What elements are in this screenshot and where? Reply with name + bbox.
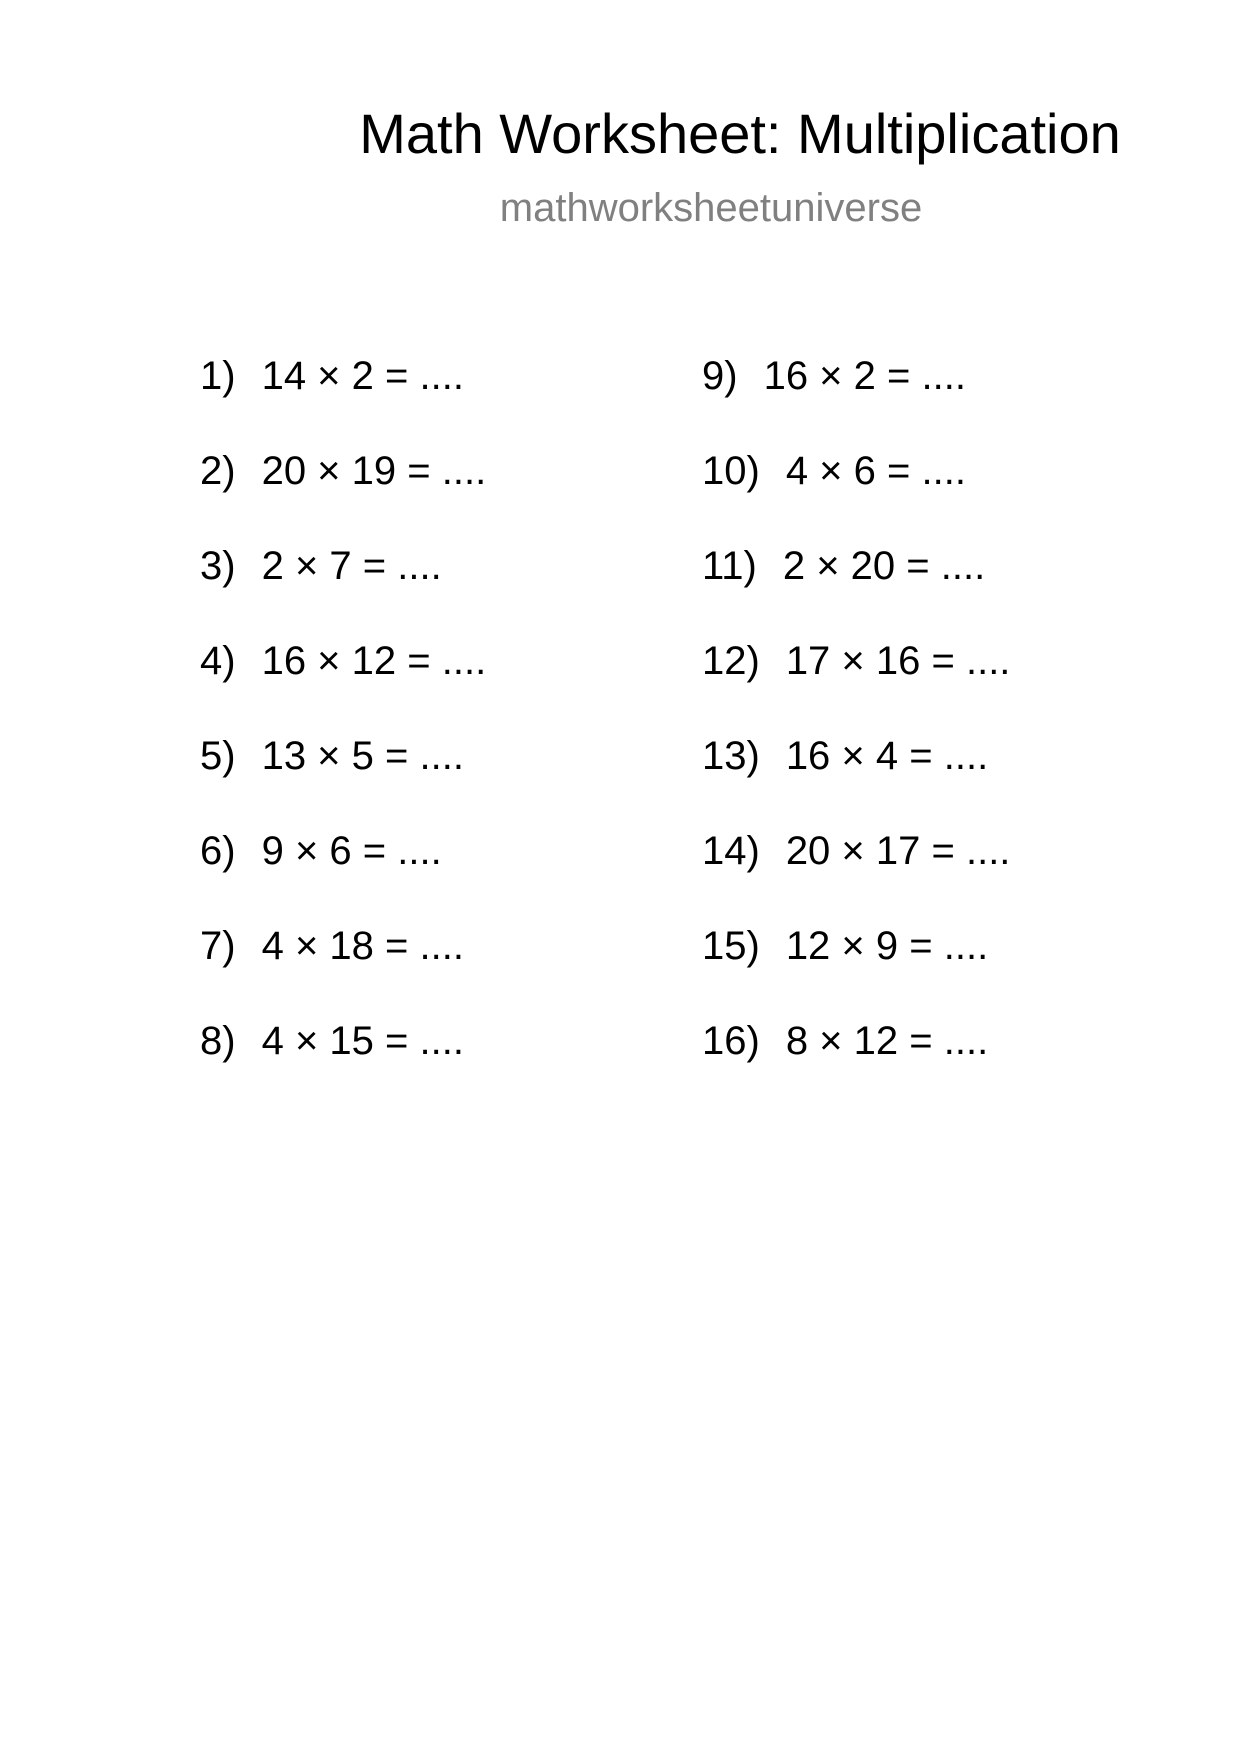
problem-expression: 13 × 5 = .... (261, 734, 464, 778)
problem-number: 10) (702, 449, 760, 493)
problem-expression: 20 × 17 = .... (785, 829, 1011, 873)
problem-expression: 8 × 12 = .... (785, 1019, 989, 1063)
problem-item (200, 1013, 486, 1108)
problem-item (200, 538, 486, 633)
problem-item (200, 348, 486, 443)
problem-number: 16) (702, 1019, 760, 1063)
problem-number: 2) (200, 449, 236, 493)
problem-item (702, 443, 1010, 538)
problem-item (200, 823, 486, 918)
problem-item (200, 918, 486, 1013)
problem-expression: 16 × 12 = .... (261, 639, 487, 683)
problem-number: 7) (200, 924, 236, 968)
problem-expression: 14 × 2 = .... (261, 354, 464, 398)
problem-number: 5) (200, 734, 236, 778)
problem-item (702, 633, 1010, 728)
problem-number: 3) (200, 544, 236, 588)
problem-number: 13) (702, 734, 760, 778)
problem-item (200, 728, 486, 823)
problem-expression: 20 × 19 = .... (261, 449, 487, 493)
problem-number: 9) (702, 354, 738, 398)
problem-expression: 12 × 9 = .... (785, 924, 989, 968)
problem-item (200, 633, 486, 728)
problem-item (702, 538, 1010, 633)
problem-number: 11) (702, 544, 757, 588)
problem-number: 8) (200, 1019, 236, 1063)
problem-item (702, 918, 1010, 1013)
problem-number: 1) (200, 354, 236, 398)
problem-expression: 2 × 20 = .... (782, 544, 986, 588)
problem-number: 6) (200, 829, 236, 873)
problem-number: 15) (702, 924, 760, 968)
problem-item (200, 443, 486, 538)
problem-column-right (702, 348, 1010, 1108)
problem-number: 12) (702, 639, 760, 683)
problem-expression: 9 × 6 = .... (261, 829, 442, 873)
problem-item (702, 728, 1010, 823)
problem-item (702, 1013, 1010, 1108)
problem-column-left (200, 348, 486, 1108)
problem-expression: 4 × 18 = .... (261, 924, 464, 968)
problem-number: 14) (702, 829, 760, 873)
problem-item (702, 823, 1010, 918)
problem-expression: 4 × 6 = .... (785, 449, 966, 493)
problem-expression: 17 × 16 = .... (785, 639, 1011, 683)
worksheet-source: mathworksheetuniverse (499, 186, 923, 230)
problem-item (702, 348, 1010, 443)
problem-number: 4) (200, 639, 236, 683)
problem-expression: 16 × 2 = .... (763, 354, 966, 398)
problem-expression: 4 × 15 = .... (261, 1019, 464, 1063)
problem-expression: 2 × 7 = .... (261, 544, 442, 588)
worksheet-title: Math Worksheet: Multiplication (359, 102, 1121, 165)
problem-expression: 16 × 4 = .... (785, 734, 989, 778)
